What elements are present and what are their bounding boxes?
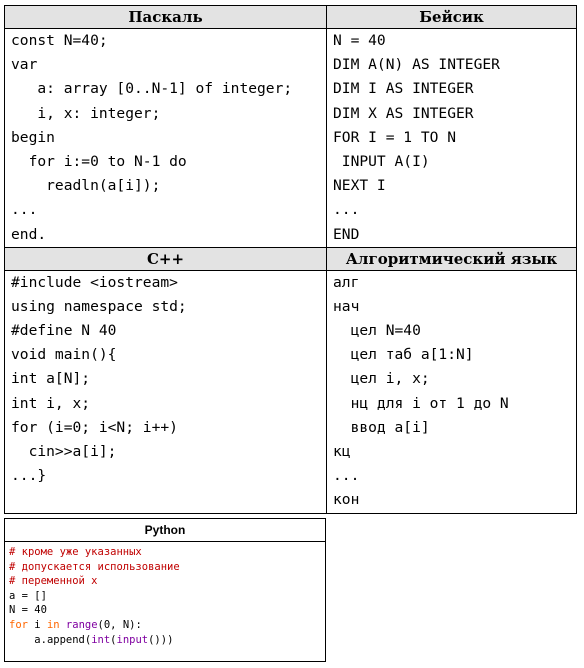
basic-line: DIM I AS INTEGER xyxy=(333,80,474,98)
algo-line: цел i, x; xyxy=(333,370,430,388)
pascal-line: begin xyxy=(11,128,55,146)
cpp-line: ...} xyxy=(11,467,47,485)
pascal-line: end. xyxy=(11,225,47,243)
basic-line: DIM A(N) AS INTEGER xyxy=(333,56,500,74)
cpp-header: C++ xyxy=(5,247,327,270)
python-line: N = 40 xyxy=(9,604,47,617)
basic-line: DIM X AS INTEGER xyxy=(333,104,474,122)
code-comparison-table xyxy=(4,5,577,514)
python-comment-line: # переменной x xyxy=(9,575,98,588)
pascal-header: Паскаль xyxy=(5,6,327,29)
basic-line: INPUT A(I) xyxy=(333,152,430,170)
in-keyword: in xyxy=(46,618,60,631)
cpp-line: #include <iostream> xyxy=(11,273,178,291)
algo-line: кон xyxy=(333,491,360,509)
pascal-line: a: array [0..N-1] of integer; xyxy=(11,80,293,98)
python-line: a = [] xyxy=(9,589,47,602)
algo-code-cell xyxy=(327,270,577,513)
cpp-line: cin>>a[i]; xyxy=(11,443,117,460)
algo-line: ... xyxy=(333,467,360,485)
algo-line: нач xyxy=(333,297,360,315)
cpp-line: void main(){ xyxy=(11,346,117,364)
python-box xyxy=(4,518,326,662)
append-call: a.append( xyxy=(34,633,92,646)
basic-line: FOR I = 1 TO N xyxy=(333,128,457,146)
basic-line: END xyxy=(333,225,360,243)
basic-line: ... xyxy=(333,201,360,219)
pascal-line: const N=40; xyxy=(11,32,108,49)
python-title: Python xyxy=(5,519,325,542)
algo-line: ввод a[i] xyxy=(333,418,430,436)
pascal-line: var xyxy=(11,56,38,74)
pascal-line: for i:=0 to N-1 do xyxy=(11,152,187,170)
python-comment-line: # допускается использование xyxy=(9,560,180,573)
pascal-line: ... xyxy=(11,201,38,219)
pascal-line: i, x: integer; xyxy=(11,104,161,122)
python-comment-line: # кроме уже указанных xyxy=(9,546,142,558)
cpp-line: for (i=0; i<N; i++) xyxy=(11,418,178,436)
int-function: int xyxy=(91,633,111,646)
basic-header: Бейсик xyxy=(327,6,577,29)
loop-variable: i xyxy=(27,618,47,631)
cpp-line: int a[N]; xyxy=(11,370,91,388)
python-for-line xyxy=(9,618,325,633)
basic-code-cell xyxy=(327,29,577,248)
basic-line: N = 40 xyxy=(333,32,386,49)
for-keyword: for xyxy=(9,618,28,631)
cpp-line: #define N 40 xyxy=(11,322,117,340)
python-code xyxy=(5,542,325,647)
paren-open: ( xyxy=(110,633,117,646)
input-function: input xyxy=(116,633,149,646)
basic-line: NEXT I xyxy=(333,177,386,195)
algo-line: цел таб a[1:N] xyxy=(333,346,474,364)
cpp-line: int i, x; xyxy=(11,394,91,412)
range-function: range xyxy=(65,618,98,631)
indent xyxy=(9,634,34,646)
cpp-line: using namespace std; xyxy=(11,297,187,315)
algo-line: кц xyxy=(333,443,351,460)
range-args: (0, N): xyxy=(97,618,142,631)
python-append-line xyxy=(9,633,325,648)
pascal-code-cell xyxy=(5,29,327,248)
algo-header: Алгоритмический язык xyxy=(327,247,577,270)
pascal-line: readln(a[i]); xyxy=(11,177,161,195)
algo-line: цел N=40 xyxy=(333,322,421,340)
cpp-code-cell xyxy=(5,270,327,513)
algo-line: нц для i от 1 до N xyxy=(333,394,509,412)
algo-line: алг xyxy=(333,273,360,291)
close-parens: ())) xyxy=(148,633,174,646)
